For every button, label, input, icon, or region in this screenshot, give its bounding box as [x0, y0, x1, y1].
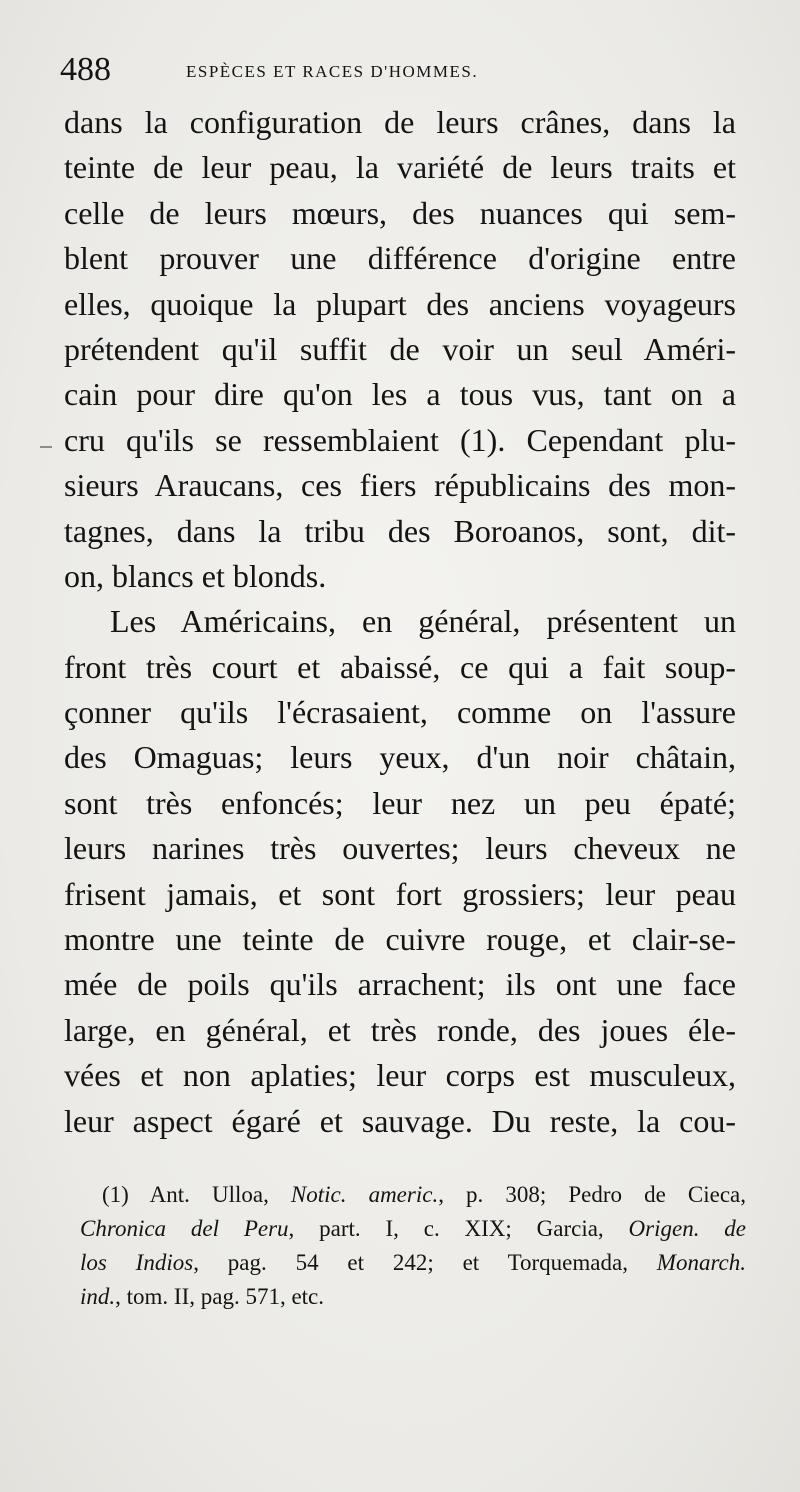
text-line: celle de leurs mœurs, des nuances qui sem-	[64, 194, 736, 231]
text-line: on, blancs et blonds.	[64, 557, 327, 594]
footnote-text: , p. 308; Pedro de Cieca,	[438, 1182, 746, 1207]
footnotes	[80, 1178, 746, 1314]
text-line: cain pour dire qu'on les a tous vus, tant on a	[64, 376, 736, 413]
page-number: 488	[60, 51, 111, 88]
text-line: tagnes, dans la tribu des Boroanos, sont, dit-	[64, 512, 736, 549]
text-line: large, en général, et très ronde, des joues éle-	[64, 1011, 736, 1048]
text-line: sieurs Araucans, ces fiers républicains des mon-	[64, 467, 736, 504]
footnote-text: , pag. 54 et 242; et Torquemada,	[193, 1250, 657, 1275]
footnote-text: (1) Ant. Ulloa,	[102, 1182, 291, 1207]
text-line: elles, quoique la plupart des anciens voyageurs	[64, 285, 736, 322]
running-title: ESPÈCES ET RACES D'HOMMES.	[186, 62, 479, 81]
text-line: sont très enfoncés; leur nez un peu épaté;	[64, 784, 736, 821]
text-line: blent prouver une différence d'origine entre	[64, 240, 736, 277]
text-line: des Omaguas; leurs yeux, d'un noir châtain,	[64, 739, 736, 776]
footnote-text: , tom. II, pag. 571, etc.	[115, 1284, 325, 1309]
running-head	[60, 48, 740, 92]
text-line: front très court et abaissé, ce qui a fait soup-	[64, 648, 736, 685]
text-line: prétendent qu'il suffit de voir un seul Améri-	[64, 330, 736, 367]
footnote-work-title: ind.	[80, 1284, 116, 1309]
footnote-work-title: Origen. de	[628, 1216, 746, 1241]
footnote-line	[80, 1280, 746, 1314]
footnote-work-title: Monarch.	[656, 1250, 747, 1275]
body-text	[64, 100, 736, 1144]
text-line: montre une teinte de cuivre rouge, et clair-se-	[64, 921, 736, 958]
text-line: leur aspect égaré et sauvage. Du reste, la cou-	[64, 1102, 736, 1139]
paragraph-start-line: Les Américains, en général, présentent un	[110, 603, 736, 640]
text-line: leurs narines très ouvertes; leurs cheveux ne	[64, 830, 736, 867]
footnote-line	[80, 1246, 746, 1280]
text-line: dans la configuration de leurs crânes, dans la	[64, 104, 736, 140]
footnote-work-title: Notic. americ.	[290, 1182, 439, 1207]
margin-mark	[40, 446, 52, 448]
footnote-line	[80, 1212, 746, 1246]
footnote-work-title: Chronica del Peru	[80, 1216, 289, 1241]
text-line: çonner qu'ils l'écrasaient, comme on l'assure	[64, 694, 736, 731]
footnote-line	[80, 1178, 746, 1212]
text-line: cru qu'ils se ressemblaient (1). Cependant plu-	[64, 421, 736, 458]
text-line: vées et non aplaties; leur corps est musculeux,	[64, 1057, 736, 1094]
text-line: mée de poils qu'ils arrachent; ils ont une face	[64, 966, 736, 1003]
footnote-text: , part. I, c. XIX; Garcia,	[288, 1216, 629, 1241]
text-line: frisent jamais, et sont fort grossiers; leur peau	[64, 875, 736, 912]
text-line: teinte de leur peau, la variété de leurs traits et	[64, 149, 736, 186]
footnote-work-title: los Indios	[80, 1250, 194, 1275]
